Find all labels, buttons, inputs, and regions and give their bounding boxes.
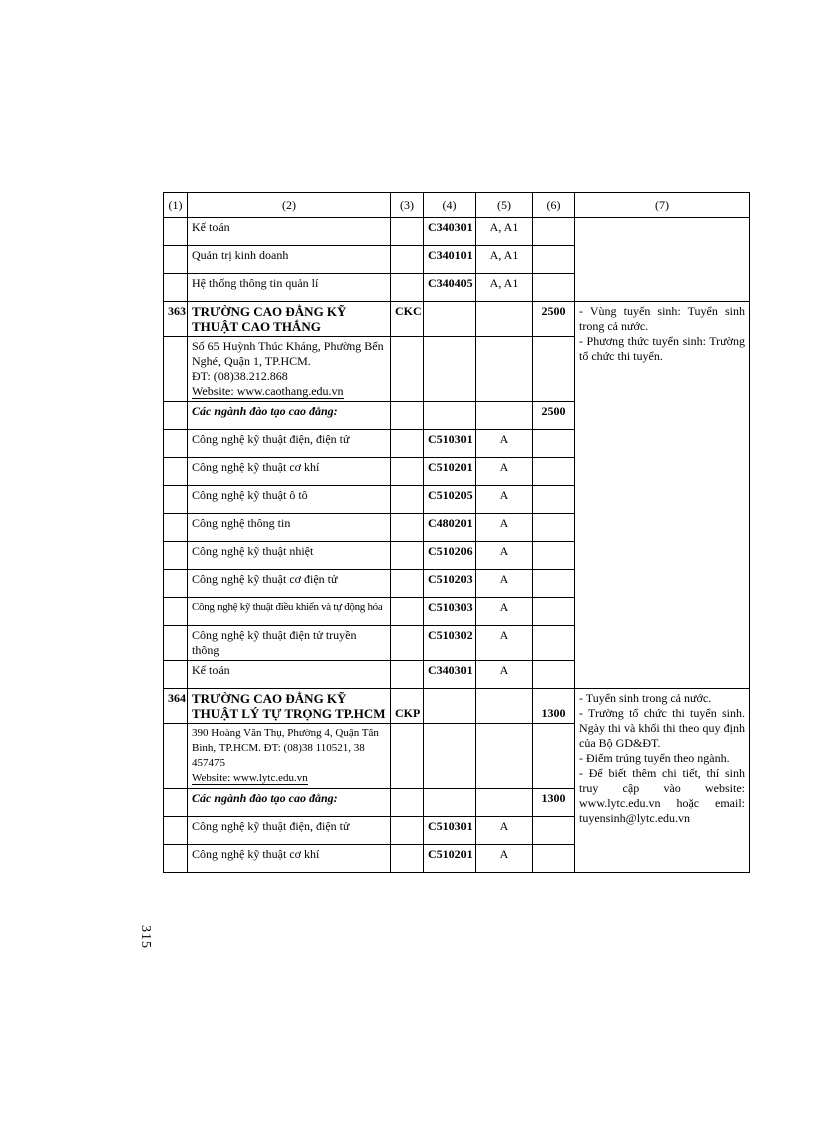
school-name: TRƯỜNG CAO ĐẲNG KỸ THUẬT LÝ TỰ TRỌNG TP.HCM <box>188 689 391 724</box>
program-code: C510206 <box>424 542 476 570</box>
program-code: C510303 <box>424 598 476 626</box>
header-cell: (7) <box>575 193 750 218</box>
note-line: - Điểm trúng tuyển theo ngành. <box>579 751 730 765</box>
school-notes <box>575 689 750 873</box>
program-name: Công nghệ kỹ thuật điện tử truyền thông <box>188 626 391 661</box>
header-cell: (1) <box>164 193 188 218</box>
exam-block: A, A1 <box>476 218 533 246</box>
exam-block: A <box>476 598 533 626</box>
note-line: - Trường tổ chức thi tuyển sinh. Ngày thi và khối thi theo quy định của Bộ GD&ĐT. <box>579 706 745 750</box>
exam-block: A <box>476 817 533 845</box>
program-code: C510201 <box>424 458 476 486</box>
program-name: Công nghệ kỹ thuật cơ điện tử <box>188 570 391 598</box>
exam-block: A, A1 <box>476 246 533 274</box>
program-code: C340405 <box>424 274 476 302</box>
program-code: C510203 <box>424 570 476 598</box>
program-name: Hệ thống thông tin quản lí <box>188 274 391 302</box>
program-name: Công nghệ kỹ thuật điện, điện tử <box>188 430 391 458</box>
program-name: Kế toán <box>188 661 391 689</box>
school-row <box>164 302 750 337</box>
exam-block: A, A1 <box>476 274 533 302</box>
exam-block: A <box>476 661 533 689</box>
table-row <box>164 218 750 246</box>
exam-block: A <box>476 458 533 486</box>
program-code: C340101 <box>424 246 476 274</box>
school-address <box>188 724 391 789</box>
group-label: Các ngành đào tạo cao đẳng: <box>188 789 391 817</box>
phone-line: ĐT: (08)38.212.868 <box>192 369 288 383</box>
school-number: 364 <box>164 689 188 724</box>
website-link: Website: www.lytc.edu.vn <box>192 772 308 784</box>
header-cell: (5) <box>476 193 533 218</box>
school-row <box>164 689 750 724</box>
exam-block: A <box>476 626 533 661</box>
website-link: Website: www.caothang.edu.vn <box>192 384 344 398</box>
header-cell: (6) <box>533 193 575 218</box>
program-name: Kế toán <box>188 218 391 246</box>
group-label: Các ngành đào tạo cao đẳng: <box>188 402 391 430</box>
program-code: C340301 <box>424 218 476 246</box>
admissions-table-page <box>163 192 749 873</box>
exam-block: A <box>476 845 533 873</box>
header-cell: (2) <box>188 193 391 218</box>
program-name: Công nghệ kỹ thuật cơ khí <box>188 845 391 873</box>
school-notes <box>575 302 750 689</box>
program-name: Quản trị kinh doanh <box>188 246 391 274</box>
program-name: Công nghệ thông tin <box>188 514 391 542</box>
school-address <box>188 337 391 402</box>
exam-block: A <box>476 514 533 542</box>
program-name: Công nghệ kỹ thuật nhiệt <box>188 542 391 570</box>
exam-block: A <box>476 542 533 570</box>
note-line: - Vùng tuyển sinh: Tuyển sinh trong cả nước. <box>579 304 745 333</box>
header-cell: (4) <box>424 193 476 218</box>
program-code: C510301 <box>424 430 476 458</box>
page-number: 315 <box>138 925 153 949</box>
school-code: CKC <box>391 302 424 337</box>
program-code: C480201 <box>424 514 476 542</box>
address-line: Số 65 Huỳnh Thúc Kháng, Phường Bến Nghé, Quận 1, TP.HCM. <box>192 339 384 368</box>
program-code: C510201 <box>424 845 476 873</box>
exam-block: A <box>476 570 533 598</box>
note-line: - Tuyển sinh trong cả nước. <box>579 691 712 705</box>
exam-block: A <box>476 430 533 458</box>
note-line: - Phương thức tuyển sinh: Trường tổ chức thi tuyển. <box>579 334 745 363</box>
header-row <box>164 193 750 218</box>
program-name: Công nghệ kỹ thuật ô tô <box>188 486 391 514</box>
program-code: C510302 <box>424 626 476 661</box>
group-quota: 2500 <box>533 402 575 430</box>
school-code: CKP <box>391 689 424 724</box>
school-number: 363 <box>164 302 188 337</box>
program-name: Công nghệ kỹ thuật cơ khí <box>188 458 391 486</box>
program-code: C510301 <box>424 817 476 845</box>
address-line: 390 Hoàng Văn Thụ, Phường 4, Quận Tân Bình, TP.HCM. ĐT: (08)38 110521, 38 457475 <box>192 727 379 769</box>
school-quota: 1300 <box>533 689 575 724</box>
header-cell: (3) <box>391 193 424 218</box>
program-code: C510205 <box>424 486 476 514</box>
exam-block: A <box>476 486 533 514</box>
program-name: Công nghệ kỹ thuật điện, điện tử <box>188 817 391 845</box>
school-quota: 2500 <box>533 302 575 337</box>
group-quota: 1300 <box>533 789 575 817</box>
admissions-table <box>163 192 750 873</box>
note-line: - Để biết thêm chi tiết, thí sinh truy cập vào website: www.lytc.edu.vn hoặc email: tuyensinh@lytc.edu.vn <box>579 766 745 825</box>
program-name: Công nghệ kỹ thuật điều khiển và tự động hóa <box>188 598 391 626</box>
school-name: TRƯỜNG CAO ĐẲNG KỸ THUẬT CAO THẮNG <box>188 302 391 337</box>
program-code: C340301 <box>424 661 476 689</box>
